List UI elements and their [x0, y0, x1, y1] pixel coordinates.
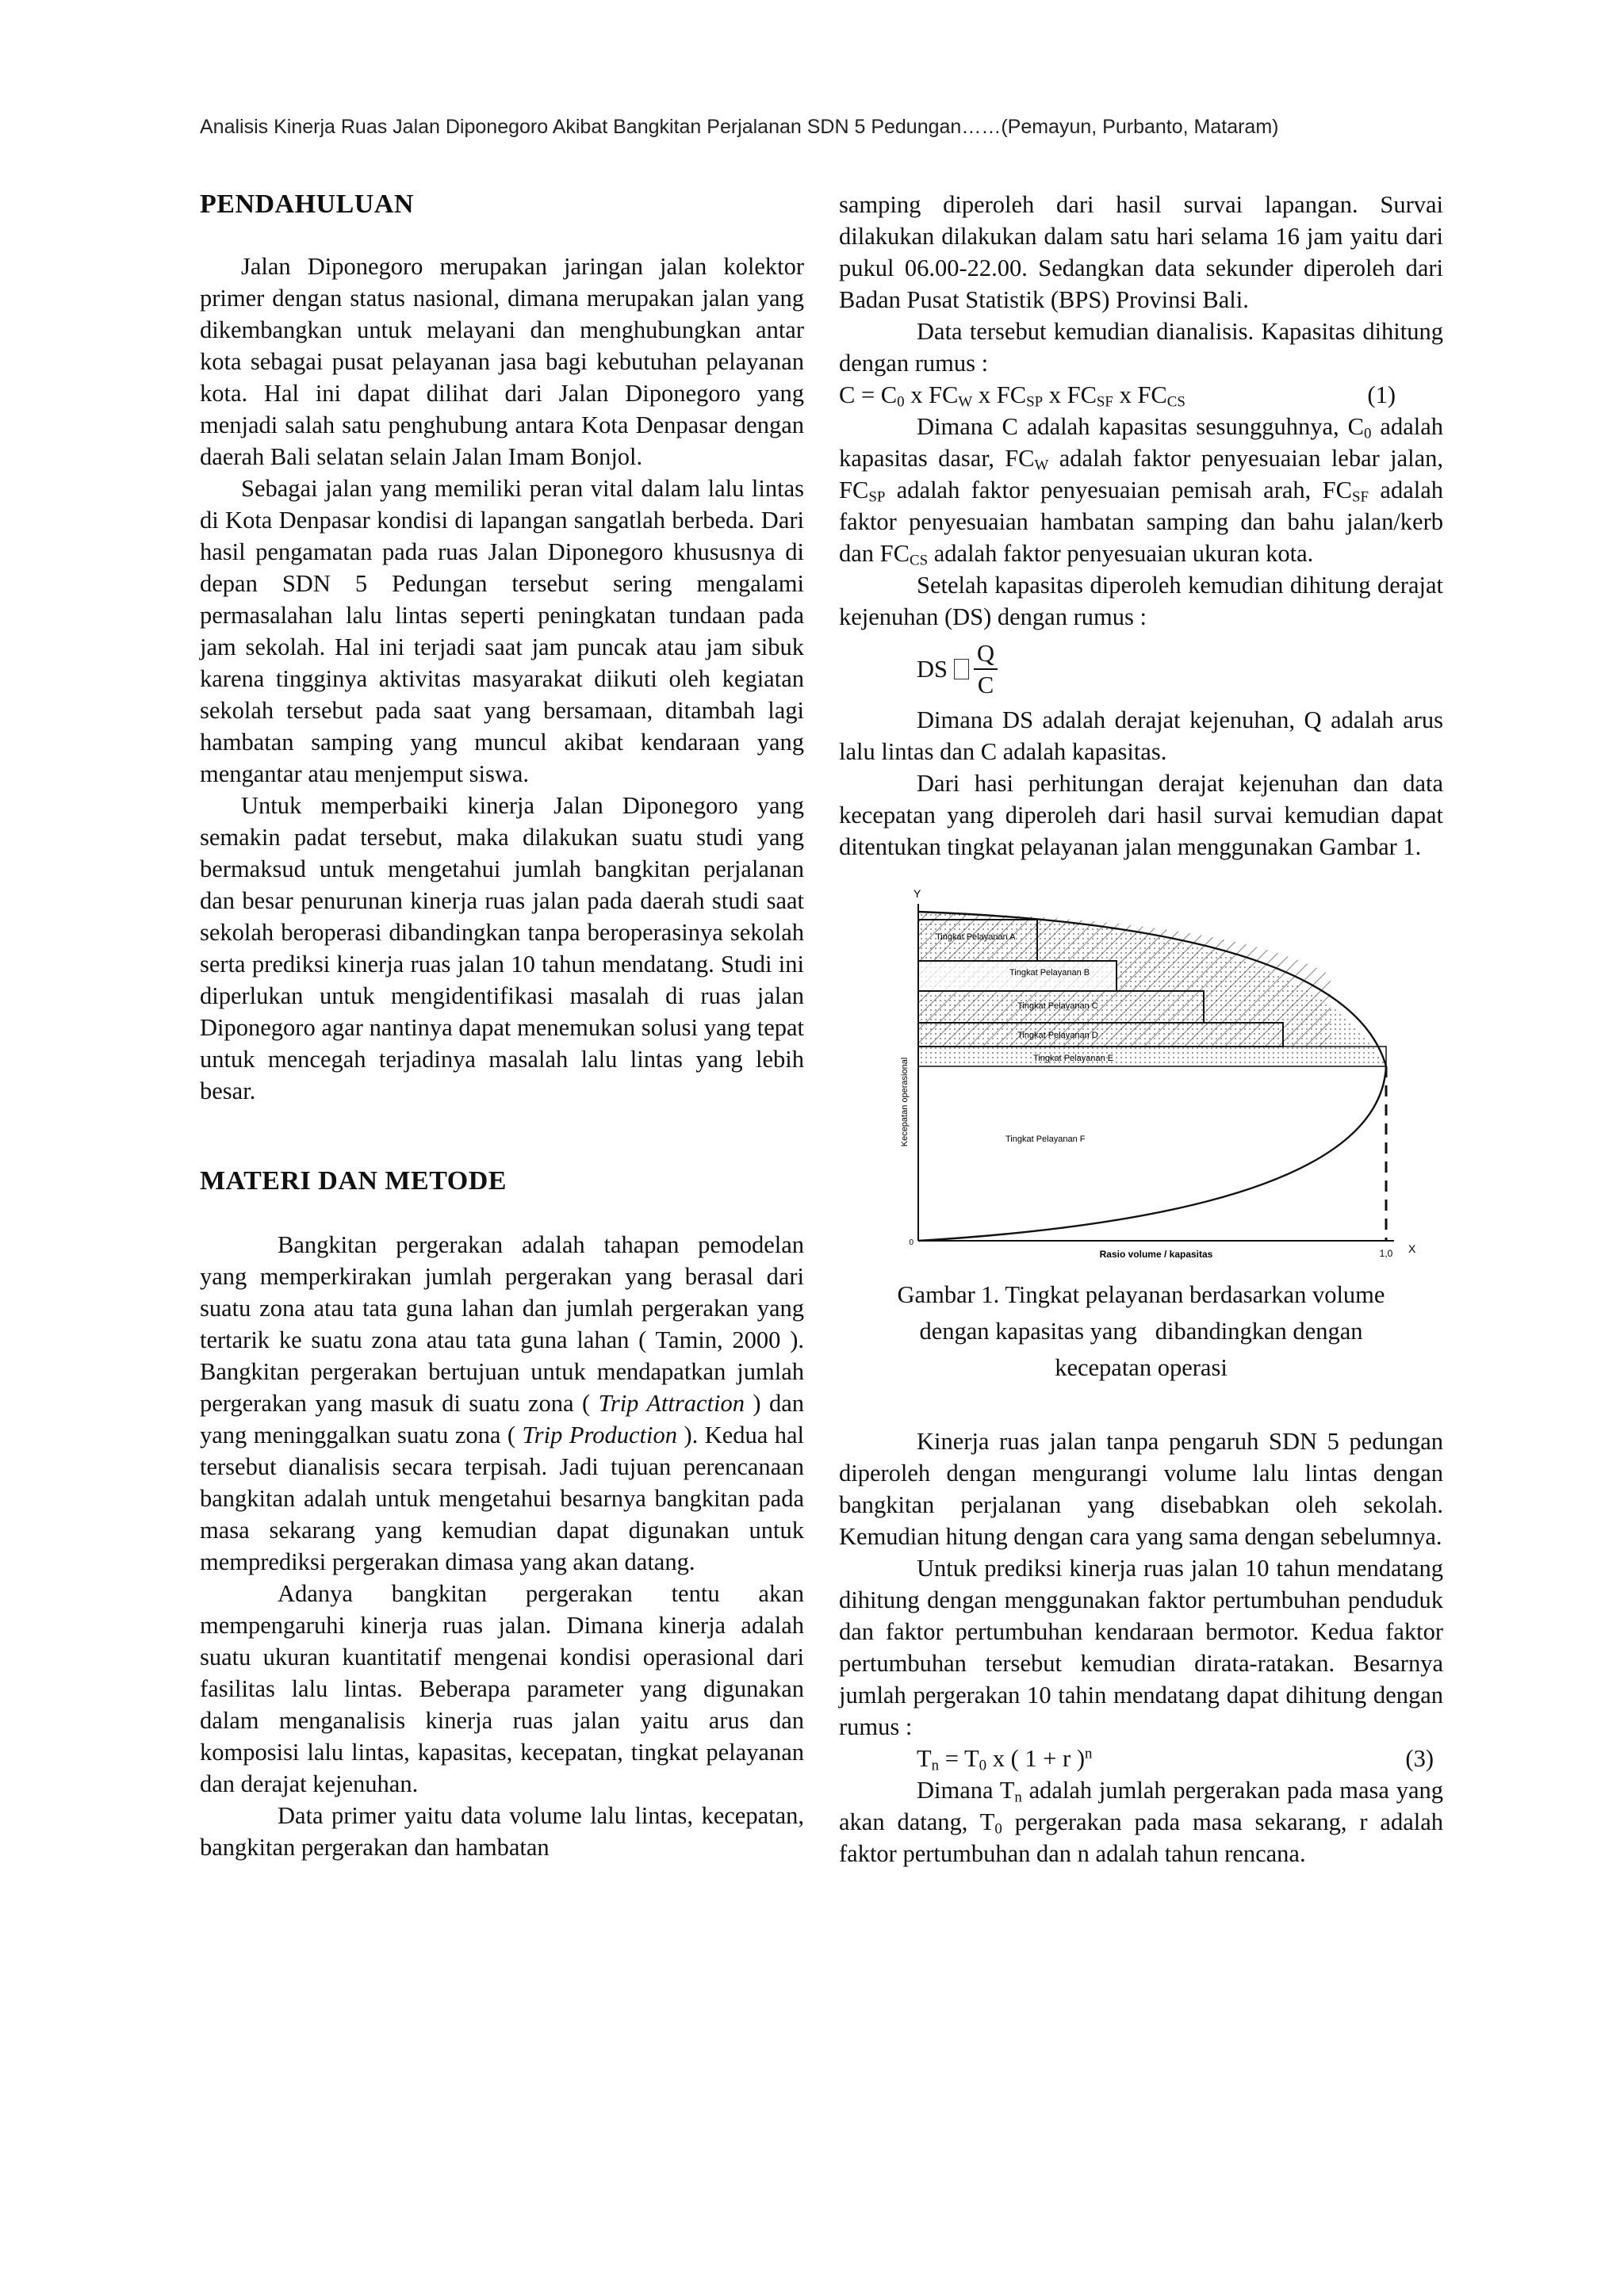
equation-2-lhs: DS — [917, 656, 948, 683]
running-header: Analisis Kinerja Ruas Jalan Diponegoro Akibat Bangkitan Perjalanan SDN 5 Pedungan……(Pemayun, Purbanto, Mataram) — [200, 116, 1279, 138]
paragraph-11: Dimana DS adalah derajat kejenuhan, Q adalah arus lalu lintas dan C adalah kapasitas. — [839, 706, 1443, 765]
term-trip-attraction: Trip Attraction — [598, 1390, 745, 1417]
paragraph-14: Untuk prediksi kinerja ruas jalan 10 tahun mendatang dihitung dengan menggunakan faktor pertumbuhan penduduk dan faktor pertumbuhan kendaraan bermotor. Kedua faktor pertumbuhan tersebut kemudian dirata-ratakan. Besarnya jumlah pergerakan 10 tahin mendatang dapat dihitung dengan rumus : — [839, 1555, 1443, 1740]
equation-2-denominator: C — [977, 672, 994, 698]
level-e-label: Tingkat Pelayanan E — [1033, 1054, 1114, 1063]
equation-2-numerator: Q — [974, 638, 998, 670]
equation-3: $T_n = T_0$ x ( 1 + r )$^n$ (3) — [839, 1743, 1443, 1774]
right-column — [839, 189, 1443, 1869]
y-axis-label: Kecepatan operasional — [900, 1057, 910, 1147]
paragraph-13: Kinerja ruas jalan tanpa pengaruh SDN 5 pedungan diperoleh dengan mengurangi volume lalu lintas dengan bangkitan perjalanan yang disebabkan oleh sekolah. Kemudian hitung dengan cara yang sama dengan sebelumnya. — [839, 1428, 1443, 1550]
level-c-label: Tingkat Pelayanan C — [1017, 1001, 1098, 1011]
equation-2 — [917, 636, 1443, 702]
paragraph-10: Setelah kapasitas diperoleh kemudian dihitung derajat kejenuhan (DS) dengan rumus : — [839, 572, 1443, 630]
level-a-label: Tingkat Pelayanan A — [936, 932, 1016, 942]
paragraph-15: Dimana $T_n$ adalah jumlah pergerakan pada masa yang akan datang, $T_0$ pergerakan pada masa sekarang, r adalah faktor pertumbuhan dan n adalah tahun rencana. — [839, 1777, 1444, 1867]
x-tick-label: 1,0 — [1379, 1248, 1393, 1259]
paragraph-2: Sebagai jalan yang memiliki peran vital dalam lalu lintas di Kota Denpasar kondisi di lapangan sangatlah berbeda. Dari hasil pengamatan pada ruas Jalan Diponegoro khususnya di depan SDN 5 Pedungan tersebut sering mengalami permasalahan lalu lintas seperti peningkatan tundaan pada jam sekolah. Hal ini terjadi saat jam puncak atau jam sibuk karena tingginya aktivitas masyarakat diikuti oleh kegiatan sekolah tersebut pada saat yang bersamaan, ditambah lagi hambatan samping yang muncul akibat kendaraan yang mengantar atau menjemput siswa. — [200, 475, 804, 787]
paragraph-8: Data tersebut kemudian dianalisis. Kapasitas dihitung dengan rumus : — [839, 318, 1443, 377]
level-of-service-diagram — [839, 880, 1443, 1269]
x-axis-letter: X — [1408, 1242, 1416, 1255]
paragraph-4: Bangkitan pergerakan adalah tahapan pemodelan yang memperkirakan jumlah pergerakan yang berasal dari suatu zona atau tata guna lahan dan jumlah pergerakan yang tertarik ke suatu zona atau tata guna lahan ( Tamin, 2000 ). Bangkitan pergerakan bertujuan untuk mendapatkan jumlah pergerakan yang masuk di suatu zona ( Trip Attraction ) dan yang meninggalkan suatu zona ( Trip Production ). Kedua hal tersebut dianalisis secara terpisah. Jadi tujuan perencanaan bangkitan adalah untuk mengetahui besarnya bangkitan pada masa sekarang yang kemudian dapat digunakan untuk memprediksi pergerakan dimasa yang akan datang. — [200, 1231, 805, 1575]
level-d-label: Tingkat Pelayanan D — [1017, 1031, 1098, 1040]
section-heading-materi: MATERI DAN METODE — [200, 1166, 507, 1196]
paragraph-5: Adanya bangkitan pergerakan tentu akan mempengaruhi kinerja ruas jalan. Dimana kinerja adalah suatu ukuran kuantitatif mengenai kondisi operasional dari fasilitas lalu lintas. Beberapa parameter yang digunakan dalam menganalisis kinerja ruas jalan yaitu arus dan komposisi lalu lintas, kapasitas, kecepatan, tingkat pelayanan dan derajat kejenuhan. — [200, 1580, 804, 1797]
level-b-label: Tingkat Pelayanan B — [1009, 968, 1090, 978]
paragraph-6: Data primer yaitu data volume lalu lintas, kecepatan, bangkitan pergerakan dan hambatan — [200, 1802, 804, 1861]
equation-1-number: (1) — [1367, 381, 1396, 408]
equation-1: $C = C_0$ x $FC_W$ x $FC_{SP}$ x $FC_{SF}$ x $FC_{CS}$ (1) — [839, 379, 1443, 411]
origin-label: 0 — [909, 1238, 914, 1247]
figure-1 — [839, 880, 1443, 1269]
y-axis-letter: Y — [914, 887, 921, 900]
missing-glyph-box — [954, 659, 969, 679]
left-column — [200, 189, 804, 1863]
equation-3-number: (3) — [1405, 1745, 1434, 1772]
figure-caption: Gambar 1. Tingkat pelayanan berdasarkan volume dengan kapasitas yang dibandingkan dengan kecepatan operasi — [897, 1281, 1385, 1381]
paragraph-9: Dimana C adalah kapasitas sesungguhnya, $C_0$ adalah kapasitas dasar, $FC_W$ adalah faktor penyesuaian lebar jalan, $FC_{SP}$ adalah faktor penyesuaian pemisah arah, $FC_{SF}$ adalah faktor penyesuaian hambatan samping dan bahu jalan/kerb dan $FC_{CS}$ adalah faktor penyesuaian ukuran kota. — [839, 413, 1444, 569]
paragraph-3: Untuk memperbaiki kinerja Jalan Diponegoro yang semakin padat tersebut, maka dilakukan suatu studi yang bermaksud untuk mengetahui jumlah bangkitan perjalanan dan besar penurunan kinerja ruas jalan pada daerah studi saat sekolah beroperasi dibandingkan tanpa beroperasinya sekolah serta prediksi kinerja ruas jalan 10 tahun mendatang. Studi ini diperlukan untuk mengidentifikasi masalah di ruas jalan Diponegoro agar nantinya dapat menemukan solusi yang tepat untuk mencegah terjadinya masalah lalu lintas yang lebih besar. — [200, 792, 804, 1104]
paragraph-7: samping diperoleh dari hasil survai lapangan. Survai dilakukan dilakukan dalam satu hari selama 16 jam yaitu dari pukul 06.00-22.00. Sedangkan data sekunder diperoleh dari Badan Pusat Statistik (BPS) Provinsi Bali. — [839, 191, 1443, 313]
paragraph-1: Jalan Diponegoro merupakan jaringan jalan kolektor primer dengan status nasional, dimana merupakan jalan yang dikembangkan untuk melayani dan menghubungkan antar kota sebagai pusat pelayanan jasa bagi kebutuhan pelayanan kota. Hal ini dapat dilihat dari Jalan Diponegoro yang menjadi salah satu penghubung antara Kota Denpasar dengan daerah Bali selatan selain Jalan Imam Bonjol. — [200, 253, 804, 470]
level-f-label: Tingkat Pelayanan F — [1005, 1135, 1086, 1144]
paragraph-12: Dari hasi perhitungan derajat kejenuhan dan data kecepatan yang diperoleh dari hasil survai kemudian dapat ditentukan tingkat pelayanan jalan menggunakan Gambar 1. — [839, 770, 1443, 860]
section-heading-pendahuluan: PENDAHULUAN — [200, 189, 414, 219]
x-axis-label: Rasio volume / kapasitas — [1099, 1249, 1213, 1260]
term-trip-production: Trip Production — [522, 1422, 677, 1448]
